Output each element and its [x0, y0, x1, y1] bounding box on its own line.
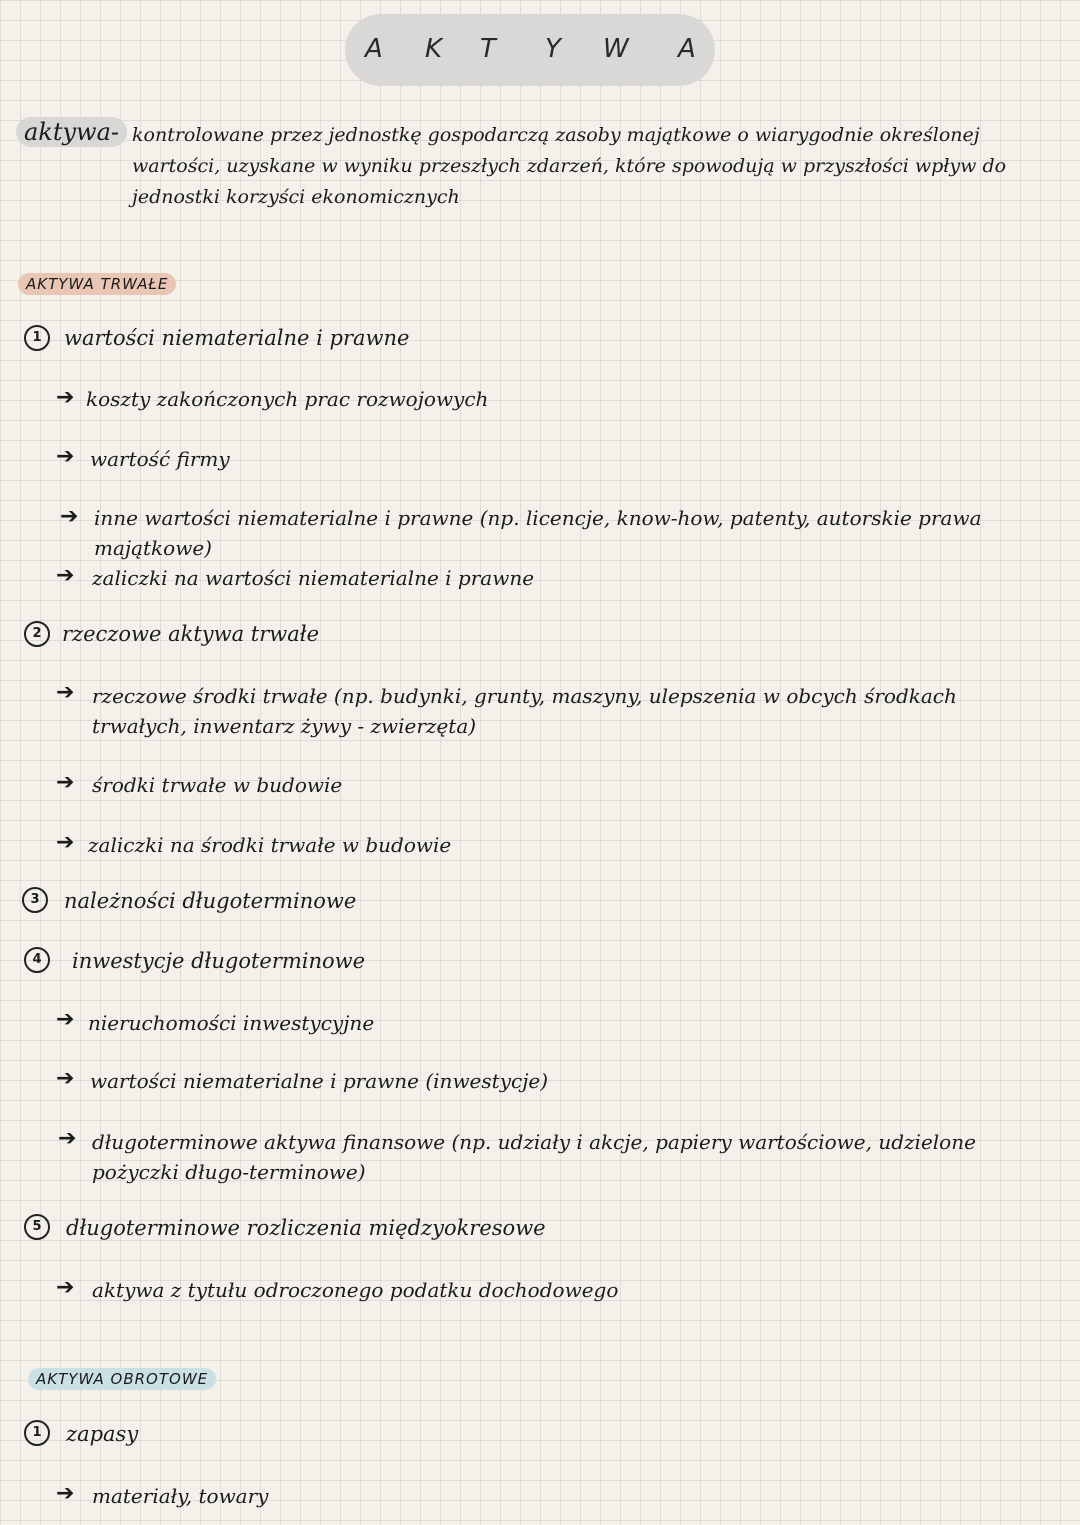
group-heading: długoterminowe rozliczenia międzyokresowe: [66, 1216, 546, 1240]
title-letter: K: [425, 34, 443, 64]
list-item: inne wartości niematerialne i prawne (np. licencje, know-how, patenty, autorskie prawa majątkowe): [94, 506, 982, 560]
arrow-icon: ➔: [56, 563, 75, 588]
arrow-icon: ➔: [56, 1275, 75, 1300]
list-item: zaliczki na środki trwałe w budowie: [88, 833, 452, 857]
arrow-icon: ➔: [58, 1126, 77, 1151]
list-item: długoterminowe aktywa finansowe (np. udziały i akcje, papiery wartościowe, udzielone pożyczki długo-terminowe): [92, 1130, 976, 1184]
title-letter: Y: [545, 34, 561, 64]
title-highlight: [345, 14, 715, 86]
arrow-icon: ➔: [56, 830, 75, 855]
section-label-obrotowe: AKTYWA OBROTOWE: [28, 1368, 216, 1390]
list-item: zaliczki na wartości niematerialne i prawne: [92, 566, 535, 590]
title-letter: T: [480, 34, 496, 64]
number-badge: 5: [24, 1214, 50, 1240]
number-badge: 1: [24, 325, 50, 351]
arrow-icon: ➔: [56, 770, 75, 795]
group-heading: rzeczowe aktywa trwałe: [62, 622, 320, 646]
group-heading: należności długoterminowe: [64, 889, 357, 913]
list-item: materiały, towary: [92, 1484, 269, 1508]
list-item: wartości niematerialne i prawne (inwestycje): [90, 1069, 549, 1093]
arrow-icon: ➔: [56, 385, 75, 410]
list-item: aktywa z tytułu odroczonego podatku dochodowego: [92, 1278, 619, 1302]
arrow-icon: ➔: [56, 1007, 75, 1032]
list-item: wartość firmy: [90, 447, 230, 471]
definition-text: kontrolowane przez jednostkę gospodarczą zasoby majątkowe o wiarygodnie określonej wartości, uzyskane w wyniku przeszłych zdarzeń, które spowodują w przyszłości wpływ do jednostki korzyści ekonomicznych: [132, 124, 1007, 208]
arrow-icon: ➔: [56, 1481, 75, 1506]
title-letter: A: [678, 34, 696, 64]
arrow-icon: ➔: [56, 444, 75, 469]
section-label-trwale: AKTYWA TRWAŁE: [18, 273, 176, 295]
group-heading: wartości niematerialne i prawne: [64, 326, 410, 350]
group-heading: inwestycje długoterminowe: [72, 949, 366, 973]
arrow-icon: ➔: [56, 680, 75, 705]
arrow-icon: ➔: [60, 504, 79, 529]
definition-term: aktywa-: [16, 117, 127, 147]
number-badge: 1: [24, 1420, 50, 1446]
group-heading: zapasy: [66, 1422, 139, 1446]
list-item: koszty zakończonych prac rozwojowych: [86, 387, 489, 411]
list-item: nieruchomości inwestycyjne: [88, 1011, 375, 1035]
title-letter: W: [603, 34, 629, 64]
list-item: środki trwałe w budowie: [92, 773, 343, 797]
number-badge: 4: [24, 947, 50, 973]
number-badge: 3: [22, 887, 48, 913]
number-badge: 2: [24, 621, 50, 647]
list-item: rzeczowe środki trwałe (np. budynki, grunty, maszyny, ulepszenia w obcych środkach trwałych, inwentarz żywy - zwierzęta): [92, 684, 957, 738]
title-letter: A: [365, 34, 383, 64]
arrow-icon: ➔: [56, 1066, 75, 1091]
